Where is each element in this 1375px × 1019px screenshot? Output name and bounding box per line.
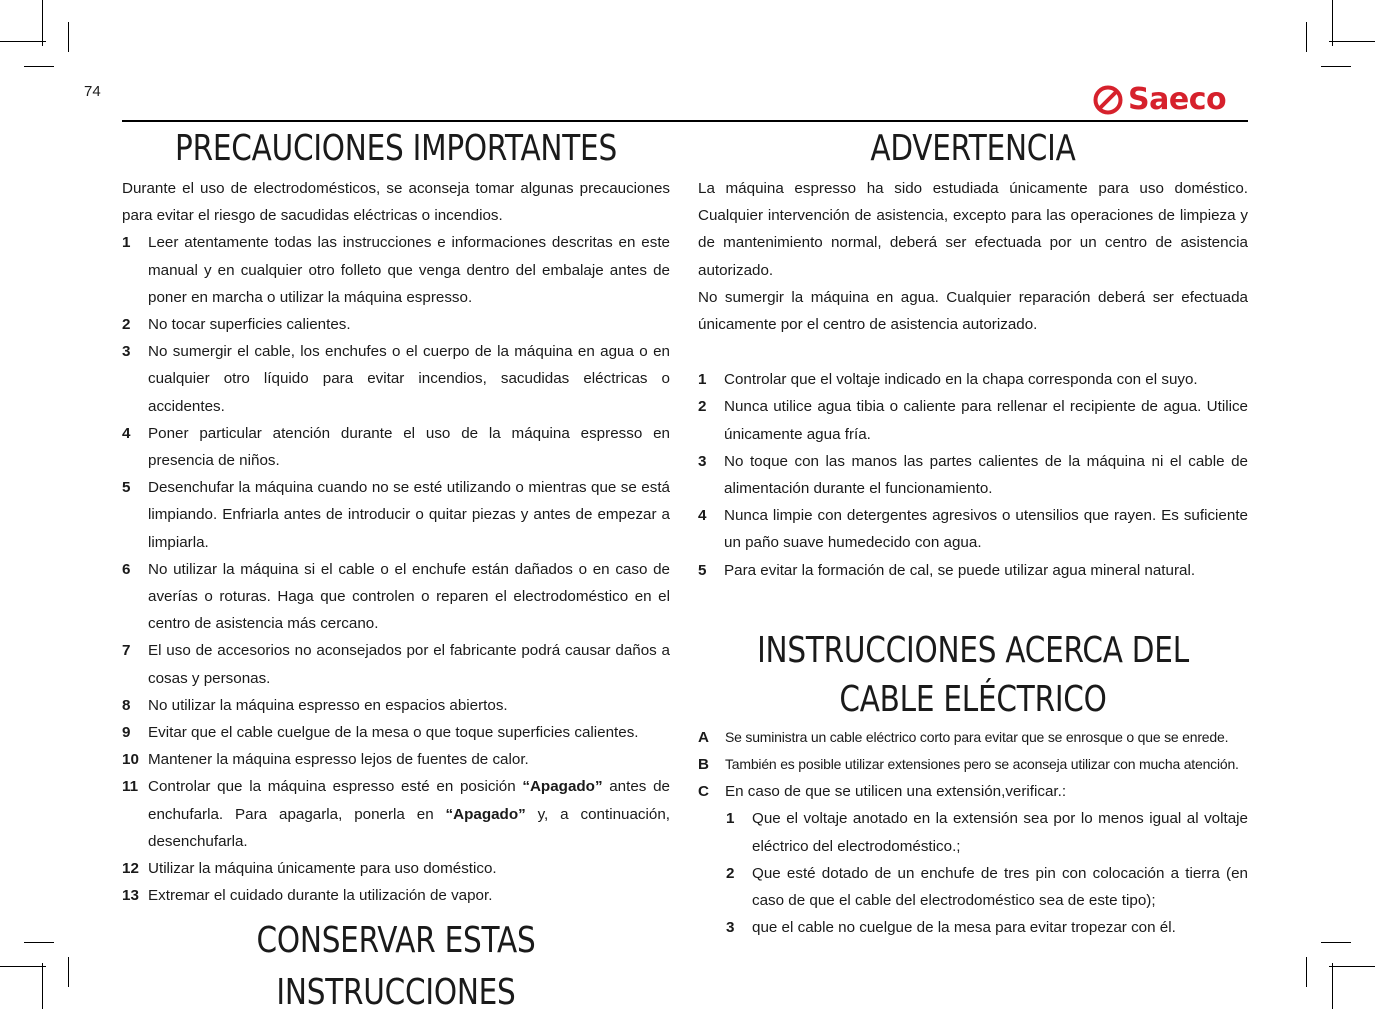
precautions-intro: Durante el uso de electrodomésticos, se aconseja tomar algunas precauciones para evitar el riesgo de sacudidas eléctricas o incendios.	[122, 180, 670, 225]
warning-column	[698, 123, 1248, 941]
header-rule	[122, 120, 1248, 122]
crop-mark	[1321, 942, 1351, 943]
list-item: 2 Nunca utilice agua tibia o caliente para rellenar el recipiente de agua. Utilice únicamente agua fría.	[698, 398, 1248, 443]
list-item: A Se suministra un cable eléctrico corto para evitar que se enrosque o que se enrede.	[698, 728, 1229, 746]
list-item: 5 Desenchufar la máquina cuando no se esté utilizando o mientras que se está limpiando. Enfriarla antes de introducir o quitar piezas y antes de empezar a limpiarla.	[122, 479, 670, 551]
crop-mark	[1329, 41, 1375, 42]
page-number: 74	[84, 83, 101, 100]
list-item: 1 Leer atentamente todas las instrucciones e informaciones descritas en este manual y en cualquier otro folleto que venga dentro del embalaje antes de poner en marcha o utilizar la máquina espresso.	[122, 234, 670, 306]
saeco-logo-icon	[1092, 84, 1124, 116]
crop-mark	[1306, 22, 1307, 52]
list-item: 11 Controlar que la máquina espresso esté en posición “Apagado” antes de enchufarla. Para apagarla, ponerla en “Apagado” y, a continuación, desenchufarla.	[122, 778, 670, 850]
warning-intro-2: No sumergir la máquina en agua. Cualquier reparación deberá ser efectuada únicamente por el centro de asistencia autorizado.	[698, 288, 1248, 334]
apagado-emphasis: “Apagado”	[445, 805, 526, 823]
crop-mark	[68, 22, 69, 52]
crop-mark	[24, 66, 54, 67]
list-item: 13 Extremar el cuidado durante la utilización de vapor.	[122, 887, 493, 905]
list-item: 3 No sumergir el cable, los enchufes o el cuerpo de la máquina en agua o en cualquier otro líquido para evitar incendios, sacudidas eléctricas o accidentes.	[122, 343, 670, 415]
list-item: 3 No toque con las manos las partes calientes de la máquina ni el cable de alimentación durante el funcionamiento.	[698, 452, 1248, 498]
precautions-title: PRECAUCIONES IMPORTANTES	[175, 128, 617, 169]
precautions-list	[122, 229, 670, 909]
logo-wordmark: Saeco	[1128, 82, 1227, 117]
extension-sublist	[698, 805, 1248, 941]
list-item: 1 Controlar que el voltaje indicado en la chapa corresponda con el suyo.	[698, 371, 1198, 389]
list-item: 6 No utilizar la máquina si el cable o el enchufe están dañados o en caso de averías o roturas. Haga que controlen o reparen el electrodoméstico en el centro de asistencia más cercano.	[122, 560, 670, 633]
list-item: 4 Poner particular atención durante el uso de la máquina espresso en presencia de niños.	[122, 424, 670, 470]
crop-mark	[0, 41, 46, 42]
list-item: 4 Nunca limpie con detergentes agresivos o utensilios que rayen. Es suficiente un paño suave humedecido con agua.	[698, 507, 1248, 552]
cable-instructions-title: INSTRUCCIONES ACERCA DEL CABLE ELÉCTRICO	[757, 629, 1189, 720]
crop-mark	[1306, 957, 1307, 987]
list-item: C En caso de que se utilicen una extensión,verificar.:	[698, 783, 1067, 801]
keep-instructions-title: CONSERVAR ESTAS INSTRUCCIONES	[256, 920, 536, 1014]
apagado-emphasis: “Apagado”	[522, 778, 603, 796]
list-item: 3 que el cable no cuelgue de la mesa para evitar tropezar con él.	[726, 919, 1176, 937]
cable-list	[698, 724, 1248, 806]
list-item: 8 No utilizar la máquina espresso en espacios abiertos.	[122, 696, 508, 714]
warning-title: ADVERTENCIA	[870, 128, 1076, 169]
spacer	[698, 338, 1248, 366]
crop-mark	[42, 0, 43, 46]
list-item: 1 Que el voltaje anotado en la extensión sea por lo menos igual al voltaje eléctrico del electrodoméstico.;	[726, 810, 1248, 855]
crop-mark	[42, 963, 43, 1009]
crop-mark	[1332, 963, 1333, 1009]
saeco-logo	[1092, 80, 1252, 120]
warning-list	[698, 366, 1248, 584]
list-item: 10 Mantener la máquina espresso lejos de fuentes de calor.	[122, 751, 529, 769]
list-item: 2 Que esté dotado de un enchufe de tres pin con colocación a tierra (en caso de que el cable del electrodoméstico sea de este tipo);	[726, 864, 1248, 910]
crop-mark	[0, 966, 46, 967]
warning-intro: La máquina espresso ha sido estudiada únicamente para uso doméstico. Cualquier intervención de asistencia, excepto para las operaciones de limpieza y de mantenimiento normal, deberá ser efectuada por un centro de asistencia autorizado.	[698, 180, 1248, 279]
list-item: 7 El uso de accesorios no aconsejados por el fabricante podrá causar daños a cosas y personas.	[122, 642, 670, 687]
list-item: 12 Utilizar la máquina únicamente para uso doméstico.	[122, 860, 497, 878]
list-item: 5 Para evitar la formación de cal, se puede utilizar agua mineral natural.	[698, 561, 1196, 579]
list-item: 9 Evitar que el cable cuelgue de la mesa o que toque superficies calientes.	[122, 724, 639, 742]
crop-mark	[1321, 66, 1351, 67]
list-item: 2 No tocar superficies calientes.	[122, 316, 351, 334]
crop-mark	[68, 957, 69, 987]
crop-mark	[24, 942, 54, 943]
crop-mark	[1332, 0, 1333, 46]
precautions-column	[122, 123, 670, 1019]
crop-mark	[1329, 966, 1375, 967]
list-item: B También es posible utilizar extensiones pero se aconseja utilizar con mucha atención.	[698, 756, 1239, 774]
